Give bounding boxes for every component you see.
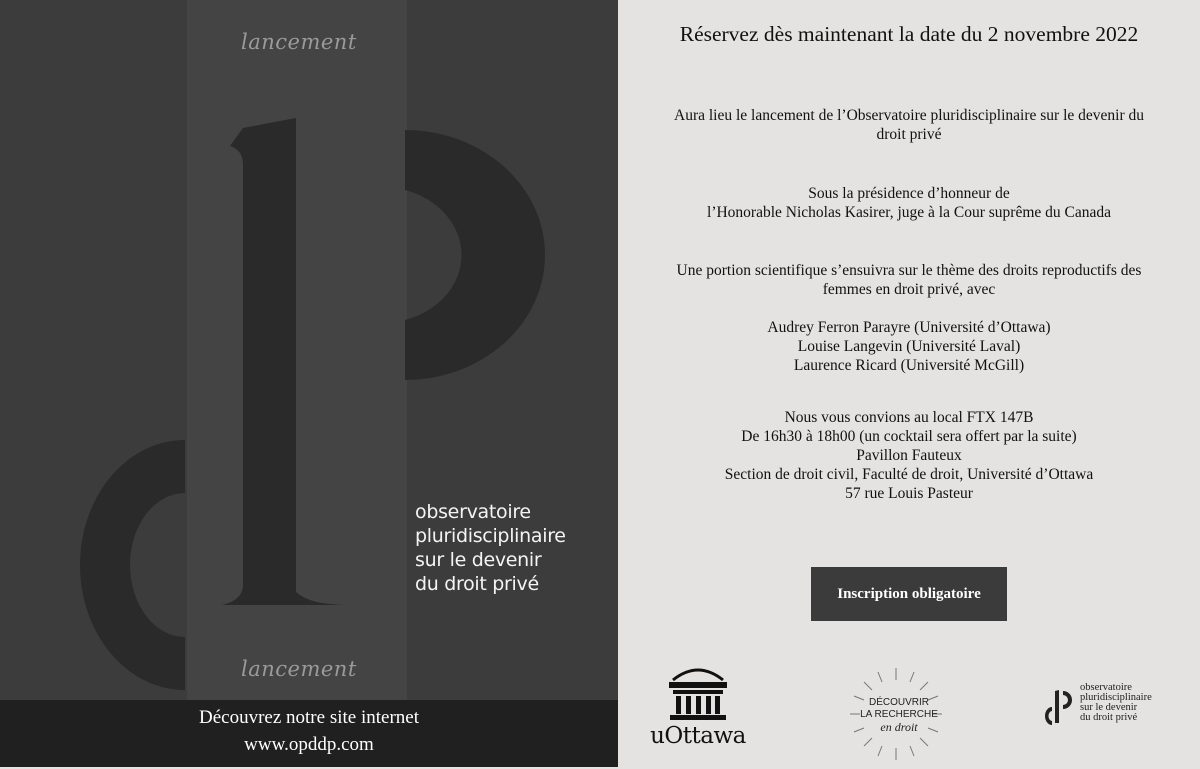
venue-paragraph [618,408,1200,503]
speaker-item: Louise Langevin (Université Laval) [797,338,1021,355]
invitation-panel [618,0,1200,767]
observatory-title-line: du droit privé [415,573,539,595]
observatory-title-line: sur le devenir [415,549,542,571]
uottawa-wordmark: uOttawa [650,723,746,749]
opddp-line: pluridisciplinaire [1080,692,1152,703]
registration-button[interactable]: Inscription obligatoire [811,567,1007,621]
paragraph-line: Sous la présidence d’honneur de [808,185,1010,202]
paragraph-line: femmes en droit privé, avec [822,281,996,298]
opddp-line: sur le devenir [1080,702,1138,713]
presidency-paragraph [618,184,1200,222]
scientific-paragraph [618,261,1200,299]
speakers-list [618,318,1200,375]
recherche-text: LA RECHERCHE [860,709,938,720]
opddp-line: observatoire [1080,682,1132,693]
opddp-wordmark [1080,683,1152,723]
opddp-logo [1038,683,1188,733]
venue-line: De 16h30 à 18h00 (un cocktail sera offert par la suite) [741,428,1077,445]
opddp-line: du droit privé [1080,712,1138,723]
launch-paragraph [618,106,1200,144]
en-droit-text: en droit [880,720,918,734]
venue-line: Pavillon Fauteux [856,447,962,464]
lancement-label-bottom: lancement [241,657,357,681]
observatory-title-line: observatoire [415,501,531,523]
invitation-title: Réservez dès maintenant la date du 2 novembre 2022 [679,22,1139,46]
website-link[interactable]: www.opddp.com [244,734,374,755]
university-building-icon [643,662,753,722]
speaker-item: Laurence Ricard (Université McGill) [793,357,1025,374]
website-label: Découvrez notre site internet [199,707,419,728]
paragraph-line: l’Honorable Nicholas Kasirer, juge à la Cour suprême du Canada [707,204,1111,221]
dp-monogram-small-icon [1038,683,1078,727]
decouvrir-text: DÉCOUVRIR [868,697,929,708]
venue-line: Nous vous convions au local FTX 147B [784,409,1034,426]
venue-line: 57 rue Louis Pasteur [845,485,973,502]
venue-line: Section de droit civil, Faculté de droit, Université d’Ottawa [724,466,1094,483]
speaker-item: Audrey Ferron Parayre (Université d’Ottawa) [767,319,1051,336]
uottawa-logo [643,662,753,754]
decouvrir-recherche-logo [846,664,946,764]
lancement-label-top: lancement [241,30,357,54]
paragraph-line: droit privé [876,126,942,143]
paragraph-line: Aura lieu le lancement de l’Observatoire pluridisciplinaire sur le devenir du [674,107,1144,124]
observatory-title-line: pluridisciplinaire [415,525,566,547]
observatory-title [415,500,615,596]
paragraph-line: Une portion scientifique s’ensuivra sur le thème des droits reproductifs des [676,262,1142,279]
